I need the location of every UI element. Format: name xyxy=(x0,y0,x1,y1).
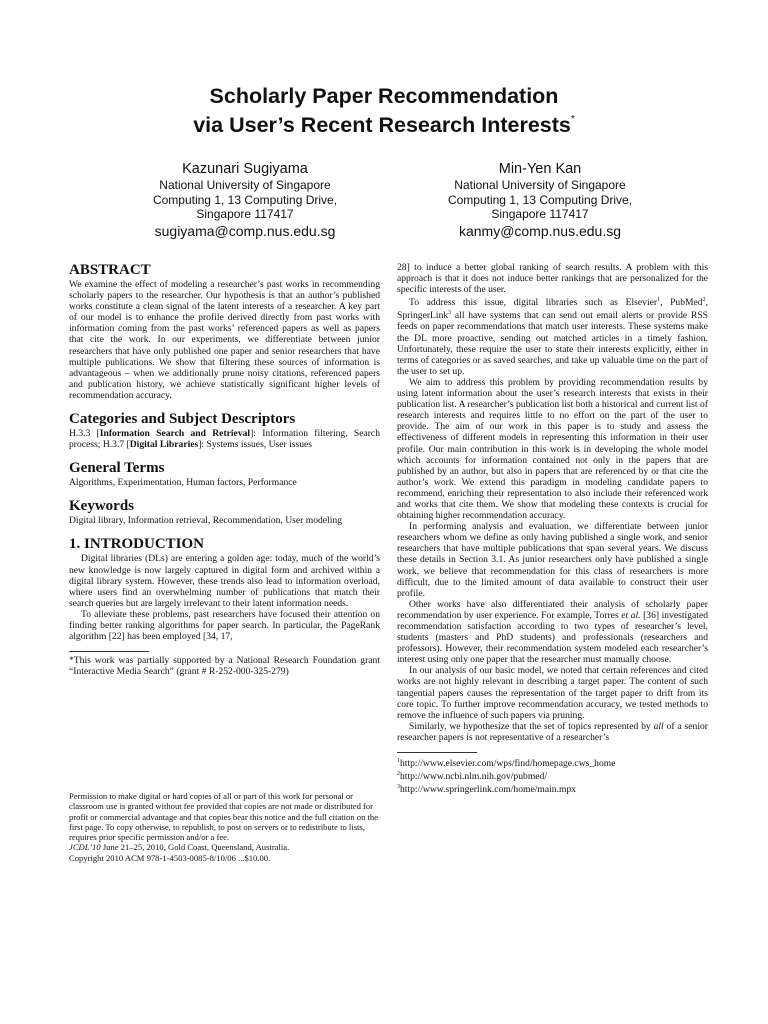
title-line-2 xyxy=(0,108,768,137)
venue-details: June 21–25, 2010, Gold Coast, Queensland, Australia. xyxy=(100,842,290,853)
abstract-heading: ABSTRACT xyxy=(69,262,151,278)
title-line-1: Scholarly Paper Recommendation xyxy=(209,84,559,108)
footnote-divider xyxy=(69,651,149,652)
footnote-mark: 2 xyxy=(702,297,706,304)
categories-rest: ]: Systems issues, User issues xyxy=(198,439,313,451)
author-block-2 xyxy=(410,160,670,240)
general-terms-section xyxy=(69,460,380,488)
categories-heading: Categories and Subject Descriptors xyxy=(69,411,296,428)
body-paragraph: In performing analysis and evaluation, we differentiate between junior researchers whom we define as only having published a single work, and senior researchers that have multiple publications that span several years. We discuss these details in Section 3.1. As junior researchers only have published a single work, we believe that recommendation for this class of researchers is more difficult, due to the limited amount of data available to construct their user profile. xyxy=(397,521,708,599)
introduction-heading: 1. INTRODUCTION xyxy=(69,536,205,553)
abstract-section xyxy=(69,262,380,401)
body-text: To address this issue, digital libraries such as Elsevier xyxy=(409,297,658,309)
paper-title xyxy=(0,84,768,137)
footnote-url: http://www.ncbi.nlm.nih.gov/pubmed/ xyxy=(400,771,548,783)
general-terms-text: Algorithms, Experimentation, Human factors, Performance xyxy=(69,477,297,489)
body-text: of a senior researcher papers is not representative of a researcher’s xyxy=(397,720,708,743)
introduction-paragraph: To alleviate these problems, past researchers have focused their attention on finding better ranking algorithms for paper search. In particular, the PageRank algorithm [22] has been employed [34, 17, xyxy=(69,608,380,643)
url-footnote xyxy=(397,782,708,795)
author-block-1 xyxy=(120,160,370,240)
general-terms-heading: General Terms xyxy=(69,460,165,477)
url-footnote xyxy=(397,756,708,769)
body-text: Similarly, we hypothesize that the set of topics represented by xyxy=(409,720,654,732)
author-affiliation: National University of Singapore xyxy=(454,178,626,192)
body-text: , SpringerLink xyxy=(397,297,708,322)
venue-name: JCDL’10 xyxy=(69,842,101,853)
left-column xyxy=(69,262,380,677)
emphasis: all xyxy=(653,720,664,732)
body-paragraph: In our analysis of our basic model, we noted that certain references and cited works are not highly relevant in describing a target paper. The content of such tangential papers causes the representation of the target paper to drift from its core topic. To further improve recommendation accuracy, we tested methods to remove the influence of such papers via pruning. xyxy=(397,665,708,721)
footnote-url: http://www.springerlink.com/home/main.mpx xyxy=(400,784,577,796)
body-paragraph: 28] to induce a better global ranking of search results. A problem with this approach is that it does not induce better rankings that are personalized for the specific interests of the user. xyxy=(397,262,708,296)
keywords-section xyxy=(69,498,380,526)
categories-rest: ]: Information filtering, Search process; H.3.7 [ xyxy=(69,428,380,451)
author-postcode: Singapore 117417 xyxy=(491,207,589,221)
introduction-paragraph: Digital libraries (DLs) are entering a golden age: today, much of the world’s new knowledge is now largely captured in digital form and archived within a digital library system. However, these trends also lead to information overload, where users find an overwhelming number of publications that match their search queries but are largely irrelevant to their latent information needs. xyxy=(69,553,380,609)
body-paragraph xyxy=(397,295,708,377)
author-name: Kazunari Sugiyama xyxy=(182,161,308,177)
title-footnote-mark: * xyxy=(570,114,575,125)
footnote-number: 3 xyxy=(397,784,400,791)
categories-code: H.3.3 [ xyxy=(69,428,100,440)
footnote-mark: 1 xyxy=(657,297,661,304)
permission-text: Permission to make digital or hard copies of all or part of this work for personal or classroom use is granted without fee provided that copies are not made or distributed for profit or commercial advantage and that copies bear this notice and the full citation on the first page. To copy otherwise, to republish, to post on servers or to redistribute to lists, requires prior specific permission and/or a fee. xyxy=(69,791,379,843)
body-text: , PubMed xyxy=(660,297,703,309)
copyright-line: Copyright 2010 ACM 978-1-4503-0085-8/10/06 ...$10.00. xyxy=(69,852,271,863)
author-name: Min-Yen Kan xyxy=(498,161,582,177)
introduction-section xyxy=(69,536,380,642)
keywords-heading: Keywords xyxy=(69,498,134,515)
venue-line xyxy=(69,842,380,852)
category-name: Digital Libraries xyxy=(129,439,199,451)
body-paragraph: We aim to address this problem by providing recommendation results by using latent information about the user’s research interests that exists in their publication list. A researcher’s publication list both a historical and current list of research interests and requires little to no effort on the part of the user to provide. The aim of our work in this paper is to study and assess the effectiveness of different models in representing this information in their user profile. Our main contribution in this work is in developing the whole model which accounts for information contained not only in the papers that are published by an author, but also in papers that are referenced by or that cite the author’s work. We extend this paradigm in modeling candidate papers to recommend, enriching their representation to also include their referenced work and works that cite them. We show that modeling these contexts is crucial for obtaining higher recommendation accuracy. xyxy=(397,376,708,522)
funding-footnote: *This work was partially supported by a National Research Foundation grant “Interactive Media Search” (grant # R-252-000-325-279) xyxy=(69,655,380,678)
author-address: Computing 1, 13 Computing Drive, xyxy=(447,192,633,207)
categories-section xyxy=(69,411,380,450)
category-name: Information Search and Retrieval xyxy=(99,428,251,440)
categories-text xyxy=(69,428,380,450)
url-footnote xyxy=(397,769,708,782)
permission-notice xyxy=(69,791,380,863)
author-affiliation: National University of Singapore xyxy=(159,178,331,192)
keywords-text: Digital library, Information retrieval, Recommendation, User modeling xyxy=(69,515,342,527)
footnote-mark: 3 xyxy=(448,310,452,317)
author-email: sugiyama@comp.nus.edu.sg xyxy=(154,222,336,239)
emphasis: et al. xyxy=(621,609,641,621)
footnote-number: 2 xyxy=(397,771,400,778)
footnote-divider xyxy=(397,752,477,753)
title-line-2-text: via User’s Recent Research Interests xyxy=(193,113,571,137)
author-postcode: Singapore 117417 xyxy=(196,207,294,221)
footnote-url: http://www.elsevier.com/wps/find/homepage.cws_home xyxy=(400,758,616,770)
author-address: Computing 1, 13 Computing Drive, xyxy=(152,192,338,207)
right-column xyxy=(397,262,708,796)
abstract-text: We examine the effect of modeling a researcher’s past works in recommending scholarly papers to the researcher. Our hypothesis is that an author’s published works constitute a clean signal of the latent interests of a researcher. A key part of our model is to enhance the profile derived directly from past works with information coming from the past works’ referenced papers as well as papers that cite the work. In our experiments, we differentiate between junior researchers that have only published one paper and senior researchers that have multiple publications. We show that filtering these sources of information is advantageous – when we additionally prune noisy citations, referenced papers and publication history, we achieve statistically significant higher levels of recommendation accuracy. xyxy=(69,279,380,401)
body-paragraph xyxy=(397,721,708,743)
body-paragraph xyxy=(397,599,708,666)
author-email: kanmy@comp.nus.edu.sg xyxy=(458,222,622,239)
body-text: Other works have also differentiated their analysis of scholarly paper recommendation by user experience. For example, Torres xyxy=(397,598,708,621)
body-text: [36] investigated recommendation satisfaction according to two types of researcher’s level, students (masters and PhD students) and professionals (researchers and professors). However, their recommendation system modeled each researcher’s interest using only one paper that the researcher must manually choose. xyxy=(397,609,708,666)
footnote-number: 1 xyxy=(397,758,400,765)
body-text: all have systems that can send out email alerts or provide RSS feeds on paper recommendations that match user interests. These systems make the DL more proactive, sending out matched articles in a timely fashion. Unfortunately, these require the user to state their interests explicitly, either in terms of categories or as saved searches, and take up valuable time on the part of the user to set up. xyxy=(397,310,708,377)
